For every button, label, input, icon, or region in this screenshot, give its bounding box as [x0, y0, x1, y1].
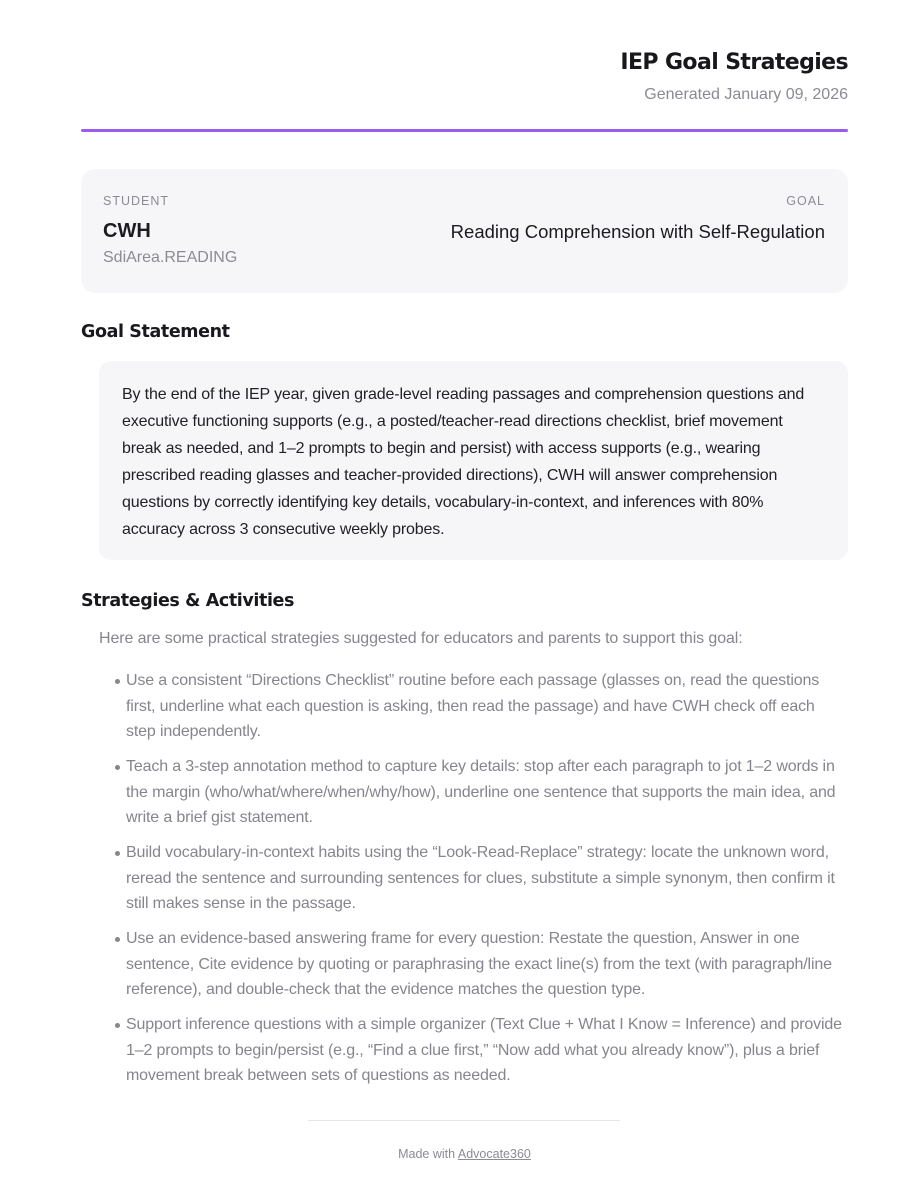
- bullet-icon: [115, 765, 120, 770]
- generated-date: Generated January 09, 2026: [644, 86, 848, 103]
- strategy-item: [126, 754, 848, 831]
- strategy-text: Use a consistent “Directions Checklist” routine before each passage (glasses on, read the questions first, underline what each question is asking, then read the passage) and have CWH check off each step independently.: [126, 672, 820, 740]
- student-goal-card: [81, 169, 848, 293]
- goal-statement-box: [99, 361, 848, 560]
- bullet-icon: [115, 679, 120, 684]
- student-info: [103, 194, 237, 267]
- header-divider: [81, 129, 848, 132]
- student-label: STUDENT: [103, 194, 170, 208]
- goal-info: [451, 194, 825, 243]
- strategies-intro: Here are some practical strategies suggested for educators and parents to support this goal:: [99, 630, 743, 647]
- goal-label: GOAL: [786, 194, 825, 208]
- strategy-item: [126, 1012, 848, 1089]
- goal-name: Reading Comprehension with Self-Regulation: [450, 221, 825, 242]
- footer-made-with: Made with: [398, 1147, 456, 1161]
- strategy-text: Support inference questions with a simple organizer (Text Clue + What I Know = Inference) and provide 1–2 prompts to begin/persist (e.g., “Find a clue first,” “Now add what you already know”), plus a brief movement break between sets of questions as needed.: [126, 1016, 842, 1084]
- bullet-icon: [115, 1023, 120, 1028]
- student-area: SdiArea.READING: [103, 249, 238, 266]
- bullet-icon: [115, 937, 120, 942]
- footer-divider: [308, 1120, 620, 1121]
- strategy-item: [126, 926, 848, 1003]
- strategy-list: [126, 668, 848, 1098]
- page-title: IEP Goal Strategies: [620, 50, 848, 75]
- advocate360-link[interactable]: Advocate360: [457, 1147, 531, 1161]
- strategy-text: Use an evidence-based answering frame for every question: Restate the question, Answer in one sentence, Cite evidence by quoting or paraphrasing the exact line(s) from the text (with paragraph/line reference), and double-check that the evidence matches the question type.: [126, 930, 832, 998]
- bullet-icon: [115, 851, 120, 856]
- document-page: [81, 0, 848, 1161]
- strategies-heading: Strategies & Activities: [81, 591, 295, 611]
- student-name: CWH: [103, 220, 151, 242]
- strategy-text: Teach a 3-step annotation method to capture key details: stop after each paragraph to jot 1–2 words in the margin (who/what/where/when/why/how), underline one sentence that supports the main idea, and write a brief gist statement.: [126, 758, 836, 826]
- strategy-text: Build vocabulary-in-context habits using the “Look-Read-Replace” strategy: locate the unknown word, reread the sentence and surrounding sentences for clues, substitute a simple synonym, then confirm it still makes sense in the passage.: [126, 844, 835, 912]
- goal-statement-heading: Goal Statement: [81, 322, 230, 342]
- strategy-item: [126, 668, 848, 745]
- goal-statement-text: By the end of the IEP year, given grade-level reading passages and comprehension questions and executive functioning supports (e.g., a posted/teacher-read directions checklist, brief movement break as needed, and 1–2 prompts to begin and persist) with access supports (e.g., wearing prescribed reading glasses and teacher-provided directions), CWH will answer comprehension questions by correctly identifying key details, vocabulary-in-context, and inferences with 80% accuracy across 3 consecutive weekly probes.: [122, 386, 805, 538]
- footer: [81, 1147, 848, 1161]
- document-header: [81, 0, 848, 132]
- strategy-item: [126, 840, 848, 917]
